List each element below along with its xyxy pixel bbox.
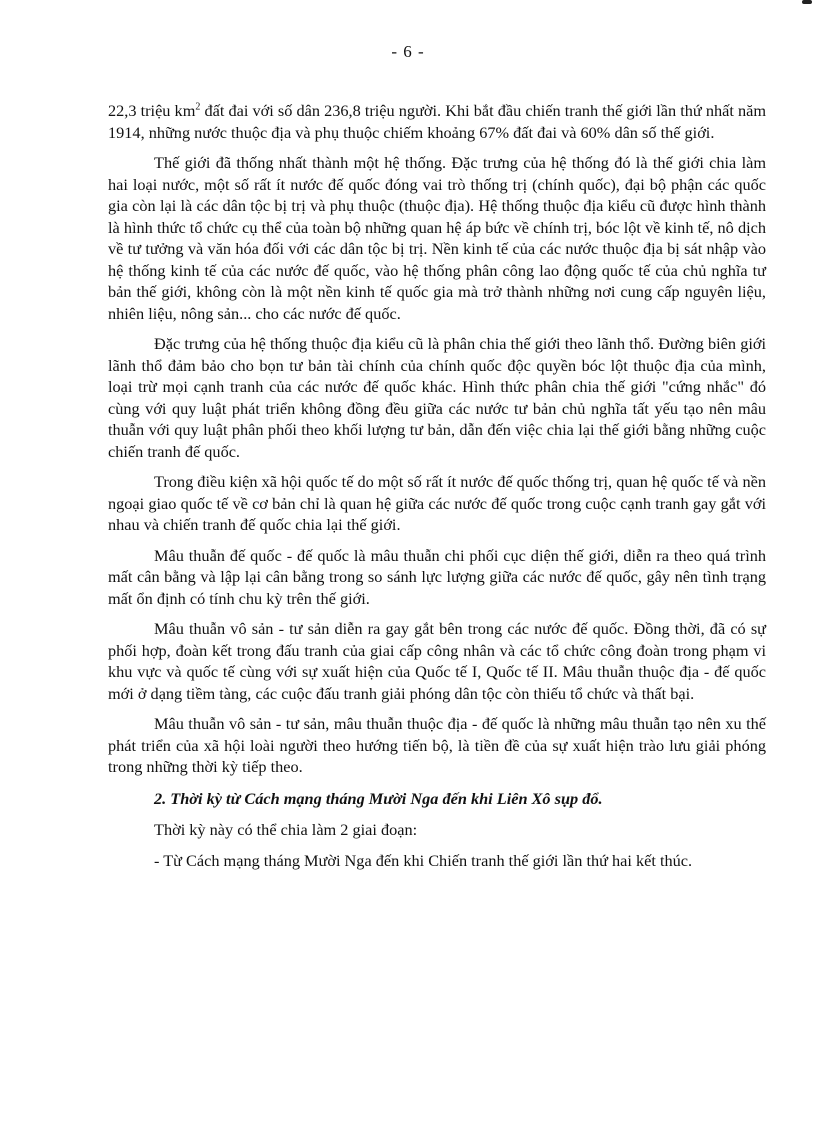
intro-text-end: đất đai với số dân 236,8 triệu người. Khi bắt đầu chiến tranh thế giới lần thứ nhất năm 1914, những nước thuộc địa và phụ thuộc chiếm khoảng 67% đất đai và 60% dân số thế giới. [108,101,767,142]
document-body [108,100,766,880]
paragraph: Mâu thuẫn vô sản - tư sản diễn ra gay gắt bên trong các nước đế quốc. Đồng thời, đã có sự phối hợp, đoàn kết trong đấu tranh của giai cấp công nhân và các tổ chức công đoàn trong phạm vi khu vực và quốc tế cùng với sự xuất hiện của Quốc tế I, Quốc tế II. Mâu thuẫn thuộc địa - đế quốc mới ở dạng tiềm tàng, các cuộc đấu tranh giải phóng dân tộc còn thiếu tổ chức và thất bại. [108,619,766,703]
paragraph: Thế giới đã thống nhất thành một hệ thống. Đặc trưng của hệ thống đó là thế giới chia làm hai loại nước, một số rất ít nước đế quốc đóng vai trò thống trị (chính quốc), đại bộ phận các quốc gia còn lại là các dân tộc bị trị và phụ thuộc (thuộc địa). Hệ thống thuộc địa kiểu cũ được hình thành là hình thức tổ chức cụ thể của toàn bộ những quan hệ áp bức về chính trị, bóc lột về kinh tế, nô dịch về tư tưởng và văn hóa đối với các dân tộc bị trị. Nền kinh tế của các nước thuộc địa bị sát nhập vào hệ thống kinh tế của các nước đế quốc, vào hệ thống phân công lao động quốc tế của chủ nghĩa tư bản thế giới, không còn là một nền kinh tế quốc gia mà trở thành những nơi cung cấp nguyên liệu, nhiên liệu, nông sản... cho các nước đế quốc. [108,153,766,323]
superscript: 2 [195,101,201,113]
scan-mark [802,0,812,4]
paragraph: Mâu thuẫn vô sản - tư sản, mâu thuẫn thuộc địa - đế quốc là những mâu thuẫn tạo nên xu thế phát triển của xã hội loài người theo hướng tiến bộ, là tiền đề của sự xuất hiện trào lưu giải phóng trong những thời kỳ tiếp theo. [108,714,766,776]
page-number: - 6 - [391,42,425,61]
paragraph: Thời kỳ này có thể chia làm 2 giai đoạn: [154,820,418,839]
intro-text-start: 22,3 triệu km [108,101,196,120]
paragraph-intro [108,100,766,143]
paragraph: Trong điều kiện xã hội quốc tế do một số rất ít nước đế quốc thống trị, quan hệ quốc tế và nền ngoại giao quốc tế về cơ bản chỉ là quan hệ giữa các nước đế quốc trong cuộc cạnh tranh gay gắt với nhau và chiến tranh đế quốc chia lại thế giới. [108,472,766,534]
section-heading: 2. Thời kỳ từ Cách mạng tháng Mười Nga đến khi Liên Xô sụp đổ. [154,788,603,808]
paragraph: Đặc trưng của hệ thống thuộc địa kiểu cũ là phân chia thế giới theo lãnh thổ. Đường biên giới lãnh thổ đảm bảo cho bọn tư bản tài chính của chính quốc độc quyền bóc lột thuộc địa của mình, loại trừ mọi cạnh tranh của các nước đế quốc khác. Hình thức phân chia thế giới "cứng nhắc" đó cùng với quy luật phát triển không đồng đều giữa các nước tư bản chủ nghĩa tất yếu tạo nên mâu thuẫn với quy luật phân phối theo khối lượng tư bản, dẫn đến việc chia lại thế giới bằng những cuộc chiến tranh đế quốc. [108,334,766,461]
paragraph: Mâu thuẫn đế quốc - đế quốc là mâu thuẫn chi phối cục diện thế giới, diễn ra theo quá trình mất cân bằng và lập lại cân bằng trong so sánh lực lượng giữa các nước đế quốc, gây nên tình trạng mất ổn định có tính chu kỳ trên thế giới. [108,545,766,608]
paragraph: - Từ Cách mạng tháng Mười Nga đến khi Chiến tranh thế giới lần thứ hai kết thúc. [154,850,693,870]
